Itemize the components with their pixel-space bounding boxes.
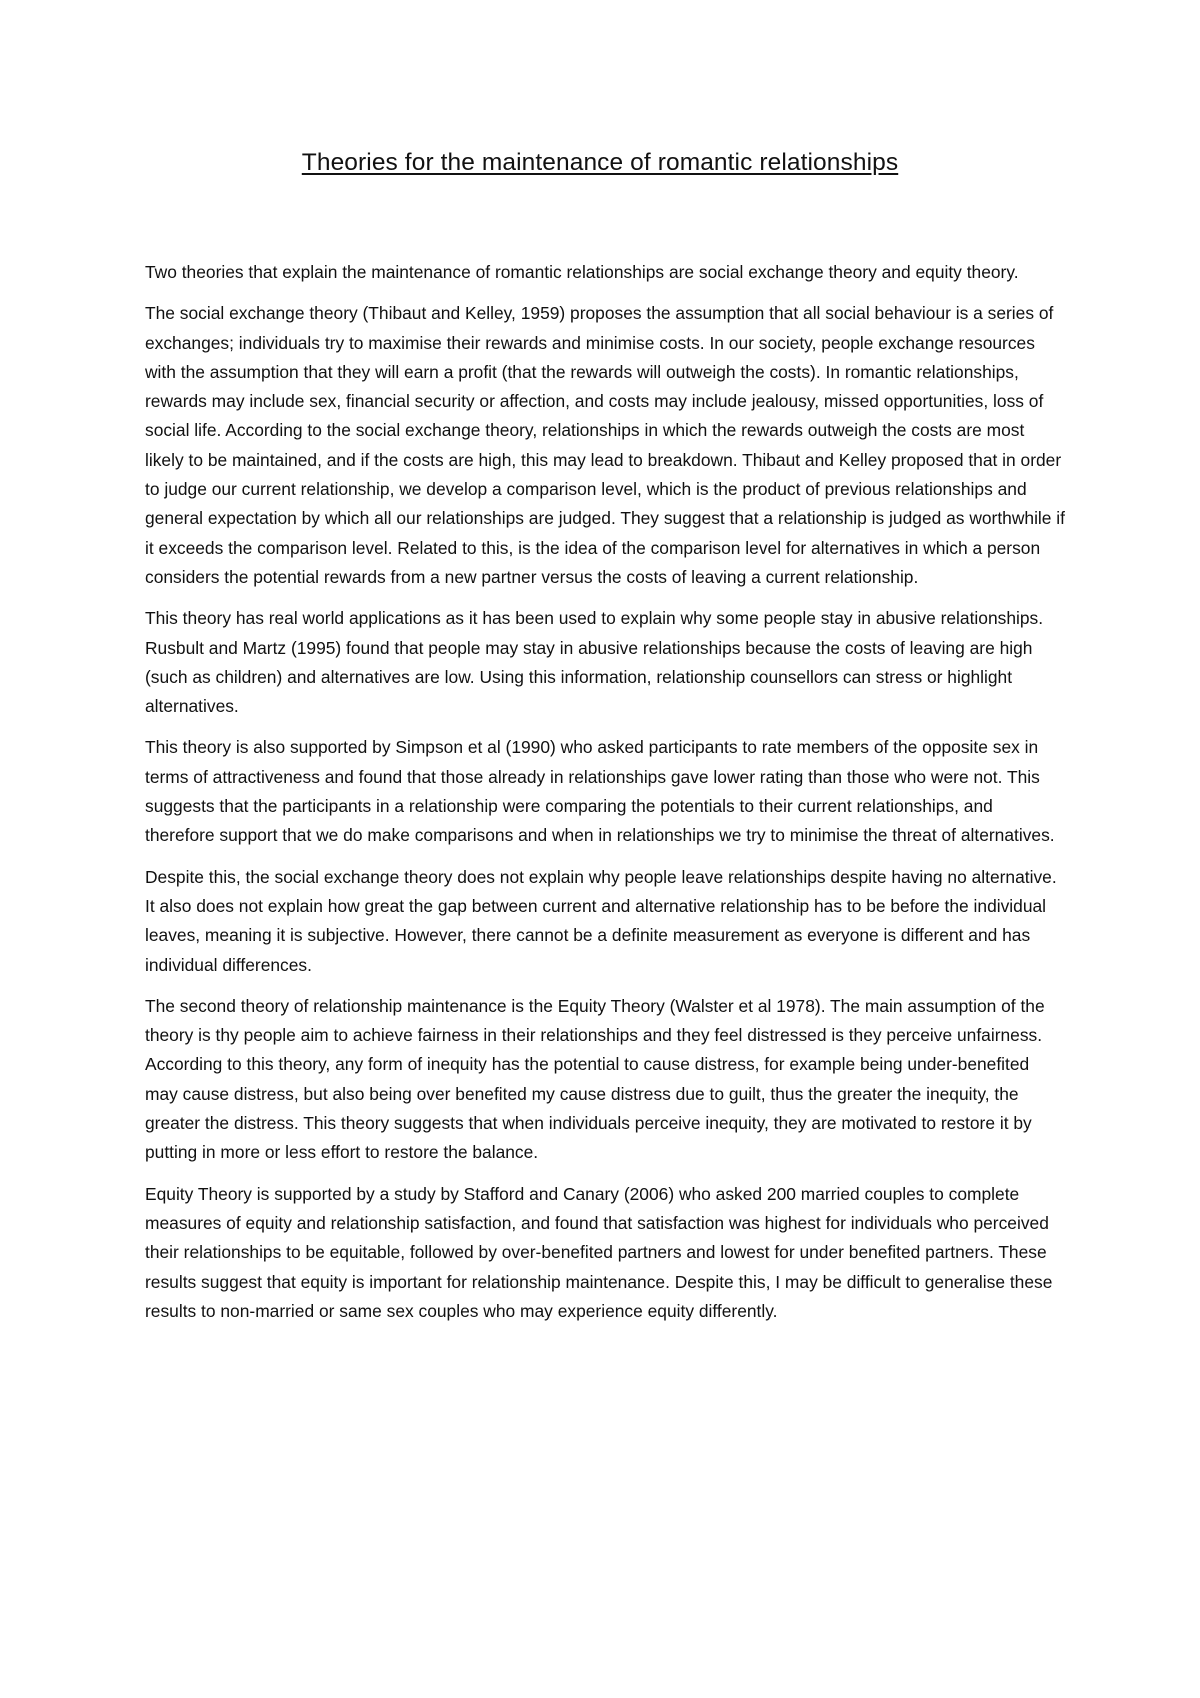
- document-body: [145, 258, 1065, 1338]
- paragraph-real-world-applications: This theory has real world applications as it has been used to explain why some people stay in abusive relationships. Rusbult and Martz (1995) found that people may stay in abusive relationships because the costs of leaving are high (such as children) and alternatives are low. Using this information, relationship counsellors can stress or highlight alternatives.: [145, 608, 1044, 717]
- document-title: Theories for the maintenance of romantic relationships: [301, 149, 899, 176]
- paragraph-social-exchange-theory: The social exchange theory (Thibaut and Kelley, 1959) proposes the assumption that all social behaviour is a series of exchanges; individuals try to maximise their rewards and minimise costs. In our society, people exchange resources with the assumption that they will earn a profit (that the rewards will outweigh the costs). In romantic relationships, rewards may include sex, financial security or affection, and costs may include jealousy, missed opportunities, loss of social life. According to the social exchange theory, relationships in which the rewards outweigh the costs are most likely to be maintained, and if the costs are high, this may lead to breakdown. Thibaut and Kelley proposed that in order to judge our current relationship, we develop a comparison level, which is the product of previous relationships and general expectation by which all our relationships are judged. They suggest that a relationship is judged as worthwhile if it exceeds the comparison level. Related to this, is the idea of the comparison level for alternatives in which a person considers the potential rewards from a new partner versus the costs of leaving a current relationship.: [145, 303, 1065, 587]
- paragraph-equity-support: Equity Theory is supported by a study by Stafford and Canary (2006) who asked 200 married couples to complete measures of equity and relationship satisfaction, and found that satisfaction was highest for individuals who perceived their relationships to be equitable, followed by over-benefited partners and lowest for under benefited partners. These results suggest that equity is important for relationship maintenance. Despite this, I may be difficult to generalise these results to non-married or same sex couples who may experience equity differently.: [145, 1183, 1053, 1321]
- paragraph-simpson-support: This theory is also supported by Simpson et al (1990) who asked participants to rate members of the opposite sex in terms of attractiveness and found that those already in relationships gave lower rating than those who were not. This suggests that the participants in a relationship were comparing the potentials to their current relationships, and therefore support that we do make comparisons and when in relationships we try to minimise the threat of alternatives.: [145, 737, 1055, 846]
- paragraph-intro: Two theories that explain the maintenance of romantic relationships are social exchange theory and equity theory.: [145, 262, 1019, 282]
- paragraph-equity-theory: The second theory of relationship maintenance is the Equity Theory (Walster et al 1978). The main assumption of the theory is thy people aim to achieve fairness in their relationships and they feel distressed is they perceive unfairness. According to this theory, any form of inequity has the potential to cause distress, for example being under-benefited may cause distress, but also being over benefited my cause distress due to guilt, thus the greater the inequity, the greater the distress. This theory suggests that when individuals perceive inequity, they are motivated to restore it by putting in more or less effort to restore the balance.: [145, 995, 1045, 1163]
- paragraph-social-exchange-limitations: Despite this, the social exchange theory does not explain why people leave relationships despite having no alternative. It also does not explain how great the gap between current and alternative relationship has to be before the individual leaves, meaning it is subjective. However, there cannot be a definite measurement as everyone is different and has individual differences.: [145, 866, 1057, 975]
